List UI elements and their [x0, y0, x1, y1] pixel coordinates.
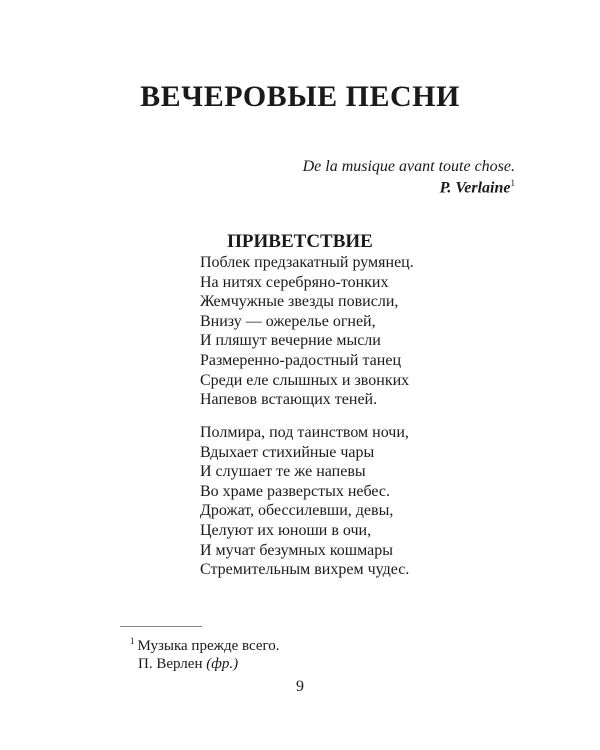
poem-line: И слушает те же напевы [200, 463, 366, 481]
poem-line: Среди еле слышных и звонких [200, 371, 410, 389]
poem-line: Внизу — ожерелье огней, [200, 312, 376, 330]
epigraph-author [440, 178, 515, 197]
footnote-mark: 1 [130, 636, 135, 646]
poem-line: Поблек предзакатный румянец. [200, 254, 414, 271]
poem-line: Жемчужные звезды повисли, [200, 293, 399, 311]
epigraph-author-name: P. Verlaine [439, 179, 511, 197]
poem-line: На нитях серебряно-тонких [200, 273, 389, 291]
poem-line: Размеренно-радостный танец [200, 351, 401, 369]
stanza-2 [200, 423, 409, 580]
poem-line: Целуют их юноши в очи, [200, 521, 372, 539]
stanza-1 [200, 253, 414, 410]
poem-line: Вдыхает стихийные чары [200, 443, 375, 461]
poem-line: Полмира, под таинством ночи, [200, 424, 409, 441]
poem-line: И мучат безумных кошмары [200, 541, 393, 559]
poem-line: Напевов встающих теней. [200, 391, 378, 409]
page-number: 9 [296, 678, 304, 695]
footnote-source [138, 656, 238, 673]
poem-line: Стремительным вихрем чудес. [200, 561, 410, 579]
footnote-divider [120, 626, 202, 627]
poem-line: Во храме разверстых небес. [200, 482, 391, 500]
footnote-ref: 1 [510, 178, 515, 188]
poem-title: ПРИВЕТСТВИЕ [227, 231, 373, 252]
footnote-source-name: П. Верлен [138, 656, 203, 672]
page-title: ВЕЧЕРОВЫЕ ПЕСНИ [140, 80, 460, 113]
poem-line: Дрожат, обессилевши, девы, [200, 502, 394, 520]
epigraph-text: De la musique avant toute chose. [302, 158, 515, 175]
footnote [130, 636, 280, 655]
footnote-lang: (фр.) [206, 656, 239, 672]
footnote-text: Музыка прежде всего. [137, 638, 280, 654]
poem-line: И пляшут вечерние мысли [200, 332, 381, 350]
